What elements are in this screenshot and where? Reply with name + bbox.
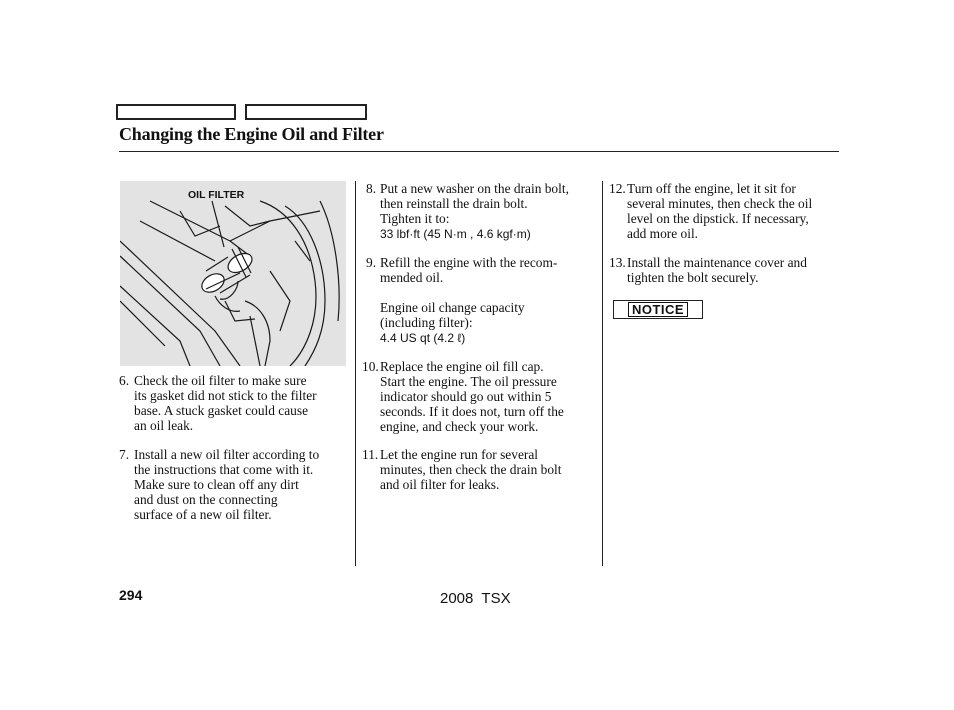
step-number: 9. xyxy=(366,255,377,270)
step-text xyxy=(627,255,807,285)
text-line: surface of a new oil filter. xyxy=(134,507,272,522)
section-tab-1 xyxy=(116,104,236,120)
step-text xyxy=(134,373,317,433)
step-number: 6. xyxy=(119,373,130,388)
text-line: Let the engine run for several xyxy=(380,447,539,462)
text-line: level on the dipstick. If necessary, xyxy=(627,211,809,226)
step-text xyxy=(380,255,557,345)
torque-spec: 33 lbf·ft (45 N·m , 4.6 kgf·m) xyxy=(380,227,531,241)
oil-filter-illustration xyxy=(120,181,346,366)
text-line: and dust on the connecting xyxy=(134,492,278,507)
step-text xyxy=(627,181,812,241)
text-line: Put a new washer on the drain bolt, xyxy=(380,181,569,196)
title-divider xyxy=(119,151,839,152)
text-line: then reinstall the drain bolt. xyxy=(380,196,528,211)
text-line: an oil leak. xyxy=(134,418,194,433)
text-line: add more oil. xyxy=(627,226,699,241)
text-line: Install the maintenance cover and xyxy=(627,255,807,270)
step-number: 8. xyxy=(366,181,377,196)
step-number: 12. xyxy=(609,181,626,196)
column-divider-1 xyxy=(355,181,356,566)
text-line: seconds. If it does not, turn off the xyxy=(380,404,564,419)
text-line: base. A stuck gasket could cause xyxy=(134,403,309,418)
step-number: 10. xyxy=(362,359,379,374)
text-line: Tighten it to: xyxy=(380,211,450,226)
text-line: Engine oil change capacity xyxy=(380,300,525,315)
step-text xyxy=(134,447,319,522)
text-line: several minutes, then check the oil xyxy=(627,196,813,211)
notice-box xyxy=(613,300,703,319)
text-line: Install a new oil filter according to xyxy=(134,447,320,462)
step-text xyxy=(380,359,564,434)
step-number: 11. xyxy=(362,447,379,462)
step-number: 7. xyxy=(119,447,130,462)
text-line: indicator should go out within 5 xyxy=(380,389,552,404)
capacity-spec: 4.4 US qt (4.2 ℓ) xyxy=(380,331,466,345)
text-line: Check the oil filter to make sure xyxy=(134,373,307,388)
text-line: minutes, then check the drain bolt xyxy=(380,462,562,477)
text-line: (including filter): xyxy=(380,315,473,330)
text-line: Turn off the engine, let it sit for xyxy=(627,181,796,196)
step-number: 13. xyxy=(609,255,626,270)
column-divider-2 xyxy=(602,181,603,566)
text-line: and oil filter for leaks. xyxy=(380,477,500,492)
step-text xyxy=(380,181,569,241)
engine-drawing xyxy=(120,181,346,366)
text-line: tighten the bolt securely. xyxy=(627,270,759,285)
text-line: the instructions that come with it. xyxy=(134,462,314,477)
text-line: its gasket did not stick to the filter xyxy=(134,388,317,403)
text-line: Make sure to clean off any dirt xyxy=(134,477,299,492)
text-line: engine, and check your work. xyxy=(380,419,539,434)
figure-callout-label: OIL FILTER xyxy=(188,189,245,201)
text-line: Refill the engine with the recom- xyxy=(380,255,558,270)
notice-label: NOTICE xyxy=(628,302,688,317)
section-tab-2 xyxy=(245,104,367,120)
page-title: Changing the Engine Oil and Filter xyxy=(119,124,384,144)
page-number: 294 xyxy=(119,587,143,603)
text-line: Start the engine. The oil pressure xyxy=(380,374,557,389)
model-footer: 2008 TSX xyxy=(440,590,511,607)
text-line: mended oil. xyxy=(380,270,444,285)
step-text xyxy=(380,447,561,492)
text-line: Replace the engine oil fill cap. xyxy=(380,359,544,374)
